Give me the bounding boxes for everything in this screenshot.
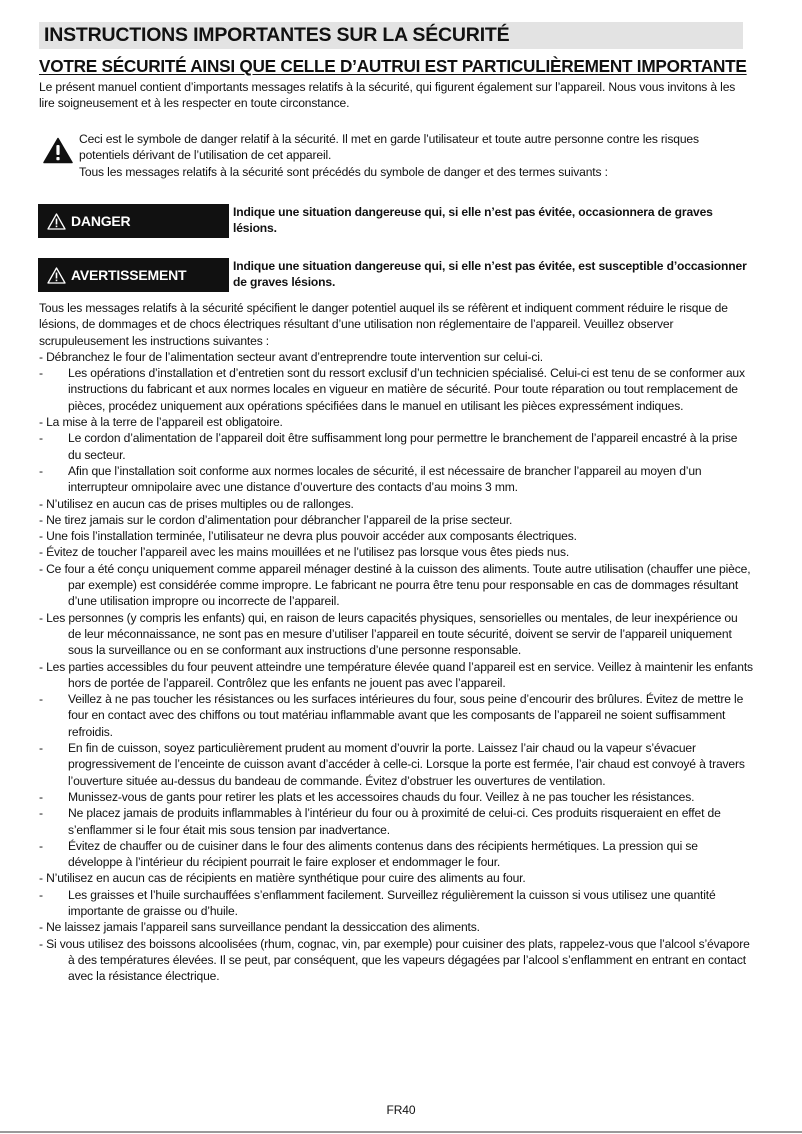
instruction-text: - Une fois l’installation terminée, l’utilisateur ne devra plus pouvoir accéder aux composants électriques.	[39, 529, 577, 544]
symbol-line-2: Tous les messages relatifs à la sécurité sont précédés du symbole de danger et des termes suivants :	[79, 164, 608, 179]
bullet-dash: -	[39, 431, 43, 446]
danger-description: Indique une situation dangereuse qui, si elle n’est pas évitée, occasionnera de graves lésions.	[233, 205, 713, 236]
warning-triangle-icon	[43, 137, 73, 164]
bullet-dash: -	[39, 692, 43, 707]
instruction-text: Ne placez jamais de produits inflammables à l’intérieur du four ou à proximité de celui-ci. Ces produits risqueraient en effet de s’enflammer si le four était mis sous tension par inadvertance.	[68, 806, 721, 837]
avertissement-description: Indique une situation dangereuse qui, si elle n’est pas évitée, est susceptible d’occasionner de graves lésions.	[233, 259, 747, 290]
instruction-item	[39, 463, 753, 496]
instruction-text: Munissez-vous de gants pour retirer les plats et les accessoires chauds du four. Veillez à ne pas toucher les résistances.	[68, 789, 695, 804]
instruction-text: - Les parties accessibles du four peuvent atteindre une température élevée quand l’appareil est en service. Veillez à maintenir les enfants hors de portée de l’appareil. Contrôlez que les enfants ne jouent pas avec l’appareil.	[39, 659, 753, 690]
symbol-explanation	[79, 131, 751, 180]
symbol-line-1: Ceci est le symbole de danger relatif à la sécurité. Il met en garde l’utilisateur et toute autre personne contre les risques potentiels dérivant de l’utilisation de cet appareil.	[79, 132, 699, 163]
bottom-divider	[0, 1131, 802, 1133]
instruction-item	[39, 870, 753, 886]
safety-instructions	[39, 300, 753, 984]
danger-signal-box	[38, 204, 229, 238]
instruction-item	[39, 936, 753, 985]
section-subtitle: VOTRE SÉCURITÉ AINSI QUE CELLE D’AUTRUI EST PARTICULIÈREMENT IMPORTANTE	[39, 56, 747, 76]
instruction-text: Évitez de chauffer ou de cuisiner dans le four des aliments contenus dans des récipients hermétiques. La pression qui se développe à l’intérieur du récipient pourrait le faire exploser et endommager le four.	[68, 838, 698, 870]
instruction-text: Les graisses et l’huile surchauffées s’enflamment facilement. Surveillez régulièrement la cuisson si vous utilisez une quantité importante de graisse ou d’huile.	[68, 887, 716, 918]
section-banner: INSTRUCTIONS IMPORTANTES SUR LA SÉCURITÉ	[39, 22, 743, 49]
instruction-item	[39, 805, 753, 838]
instruction-text: - Ne laissez jamais l’appareil sans surveillance pendant la dessiccation des aliments.	[39, 920, 480, 935]
instruction-item	[39, 512, 753, 528]
instruction-item	[39, 544, 753, 560]
instruction-item	[39, 919, 753, 935]
instruction-text: - Ce four a été conçu uniquement comme appareil ménager destiné à la cuisson des aliments. Toute autre utilisation (chauffer une pièce, par exemple) est considérée comme impropre. Le fabricant ne pourra être tenu pour responsable en cas de dommages résultant d’une utilisation impropre ou incorrecte de l’appareil.	[39, 561, 751, 609]
instruction-text: - Évitez de toucher l’appareil avec les mains mouillées et ne l’utilisez pas lorsque vous êtes pieds nus.	[39, 545, 570, 560]
instruction-item	[39, 365, 753, 414]
instruction-text: - N’utilisez en aucun cas de prises multiples ou de rallonges.	[39, 496, 354, 511]
instruction-text: - Débranchez le four de l’alimentation secteur avant d’entreprendre toute intervention sur celui-ci.	[39, 349, 543, 364]
avertissement-signal-box	[38, 258, 229, 292]
instruction-text: - Ne tirez jamais sur le cordon d’alimentation pour débrancher l’appareil de la prise secteur.	[39, 512, 513, 527]
instruction-text: Les opérations d’installation et d’entretien sont du ressort exclusif d’un technicien spécialisé. Celui-ci est tenu de se conformer aux instructions du fabricant et aux normes locales en vigueur en matière de sécurité. Pour toute réparation ou tout remplacement de pièces, procédez uniquement aux opérations spécifiées dans le manuel en utilisant les pièces expressément indiques.	[68, 366, 745, 413]
warning-triangle-icon	[47, 213, 66, 230]
instruction-item	[39, 610, 753, 659]
instruction-text: - Si vous utilisez des boissons alcoolisées (rhum, cognac, vin, par exemple) pour cuisiner des plats, rappelez-vous que l’alcool s’évapore à des températures élevées. Il se peut, par conséquent, que les vapeurs dégagées par l’alcool s’enflamment en entrant en contact avec la résistance électrique.	[39, 936, 750, 984]
instruction-list	[39, 349, 753, 985]
bullet-dash: -	[39, 838, 43, 853]
bullet-dash: -	[39, 741, 43, 756]
bullet-dash: -	[39, 366, 43, 381]
page-number: FR40	[386, 1103, 416, 1117]
instruction-text: - Les personnes (y compris les enfants) qui, en raison de leurs capacités physiques, sensorielles ou mentales, de leur inexpérience ou de leur méconnaissance, ne sont pas en mesure d’utiliser l’appareil en toute sécurité, doivent se servir de l’appareil uniquement sous la surveillance ou en se conformant aux instructions d’une personne responsable.	[39, 610, 738, 658]
instruction-item	[39, 691, 753, 740]
bullet-dash: -	[39, 463, 43, 478]
instruction-item	[39, 789, 753, 805]
instructions-lead: Tous les messages relatifs à la sécurité spécifient le danger potentiel auquel ils se réfèrent et indiquent comment réduire le risque de lésions, de dommages et de chocs électriques résultant d’une utilisation non réglementaire de l’appareil. Veuillez observer scrupuleusement les instructions suivantes :	[39, 301, 728, 348]
instruction-text: Afin que l’installation soit conforme aux normes locales de sécurité, il est nécessaire de brancher l’appareil au moyen d’un interrupteur omnipolaire avec une distance d’ouverture des contacts d’au moins 3 mm.	[68, 463, 702, 495]
instruction-item	[39, 496, 753, 512]
instruction-item	[39, 528, 753, 544]
bullet-dash: -	[39, 887, 43, 902]
bullet-dash: -	[39, 789, 43, 804]
instruction-text: En fin de cuisson, soyez particulièrement prudent au moment d’ouvrir la porte. Laissez l’air chaud ou la vapeur s’évacuer progressivement de l’enceinte de cuisson avant d’accéder à celle-ci. Lorsque la porte est fermée, l’air chaud est convoyé à travers l’ouverture située au-dessus du bandeau de commande. Évitez d’obstruer les ouvertures de ventilation.	[68, 741, 745, 788]
instruction-text: - La mise à la terre de l’appareil est obligatoire.	[39, 415, 283, 430]
avertissement-label: AVERTISSEMENT	[71, 267, 187, 283]
instruction-text: Veillez à ne pas toucher les résistances ou les surfaces intérieures du four, sous peine d’encourir des brûlures. Évitez de mettre le four en contact avec des chiffons ou tout matériau inflammable avant que les composants de l’appareil ne soient suffisamment refroidis.	[68, 692, 744, 739]
instruction-item	[39, 887, 753, 920]
instruction-item	[39, 659, 753, 692]
instruction-item	[39, 349, 753, 365]
intro-paragraph: Le présent manuel contient d’importants messages relatifs à la sécurité, qui figurent également sur l’appareil. Nous vous invitons à les lire soigneusement et à les respecter en toute circonstance.	[39, 80, 736, 111]
instruction-text: Le cordon d’alimentation de l’appareil doit être suffisamment long pour permettre le branchement de l’appareil encastré à la prise du secteur.	[68, 431, 738, 462]
instruction-item	[39, 430, 753, 463]
warning-triangle-icon	[47, 267, 66, 284]
instruction-item	[39, 414, 753, 430]
instruction-item	[39, 740, 753, 789]
danger-label: DANGER	[71, 213, 131, 229]
instruction-item	[39, 561, 753, 610]
instruction-item	[39, 838, 753, 871]
instruction-text: - N’utilisez en aucun cas de récipients en matière synthétique pour cuire des aliments au four.	[39, 871, 526, 886]
bullet-dash: -	[39, 806, 43, 821]
